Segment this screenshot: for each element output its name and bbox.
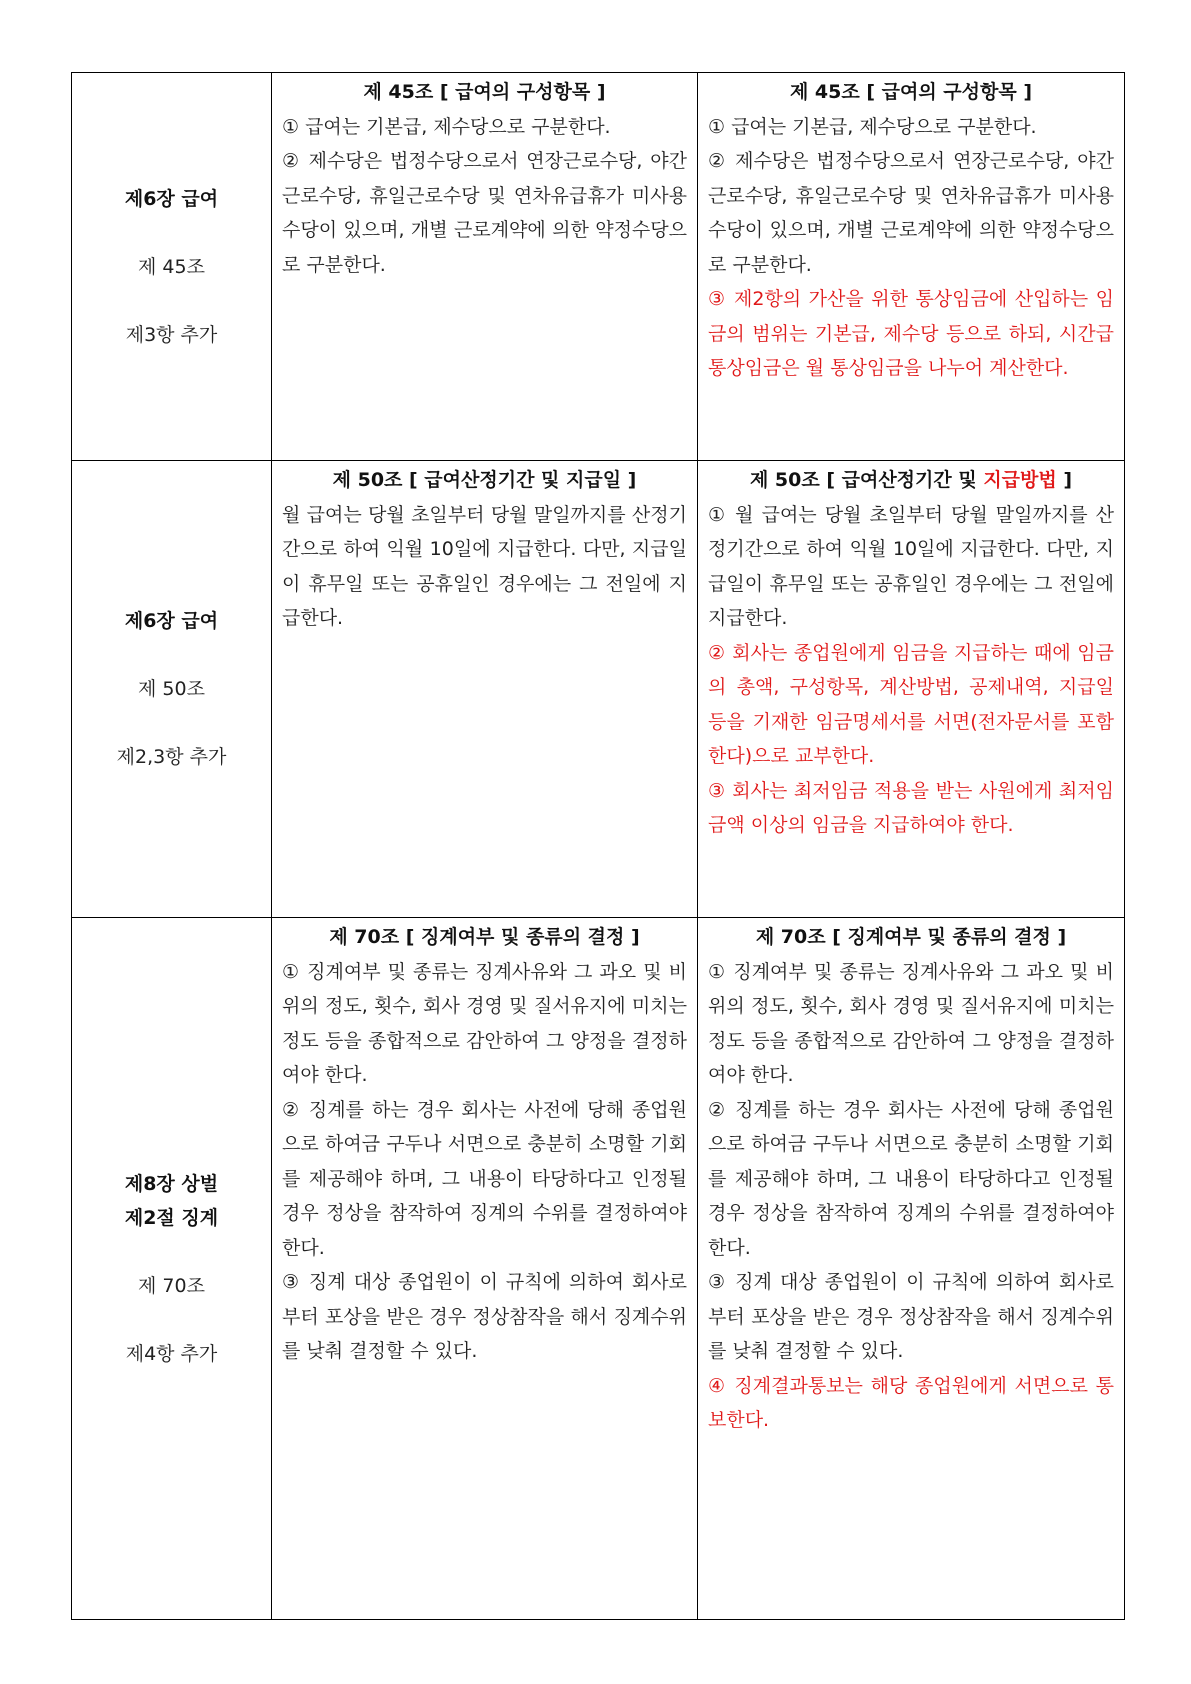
after-cell	[698, 73, 1125, 461]
paragraph: ② 징계를 하는 경우 회사는 사전에 당해 종업원으로 하여금 구두나 서면으로 충분히 소명할 기회를 제공해야 하며, 그 내용이 타당하다고 인정될 경우 정상을 참작하여 징계의 수위를 결정하여야 한다.	[282, 1098, 687, 1259]
paragraph: ① 급여는 기본급, 제수당으로 구분한다.	[708, 115, 1037, 138]
added-paragraph: ④ 징계결과통보는 해당 종업원에게 서면으로 통보한다.	[708, 1374, 1114, 1431]
after-cell	[698, 461, 1125, 918]
chapter-title: 제6장 급여	[124, 610, 219, 632]
title-suffix: ]	[1056, 469, 1073, 491]
paragraph: ① 징계여부 및 종류는 징계사유와 그 과오 및 비위의 정도, 횟수, 회사 경영 및 질서유지에 미치는 정도 등을 종합적으로 감안하여 그 양정을 결정하여야 한다.	[708, 960, 1114, 1086]
article-title: 제 70조 [ 징계여부 및 종류의 결정 ]	[755, 926, 1067, 948]
before-cell	[272, 918, 698, 1620]
chapter-title: 제6장 급여	[124, 187, 219, 210]
paragraph: ③ 징계 대상 종업원이 이 규칙에 의하여 회사로부터 포상을 받은 경우 정상참작을 해서 징계수위를 낮춰 결정할 수 있다.	[708, 1271, 1114, 1362]
paragraph: ① 급여는 기본급, 제수당으로 구분한다.	[282, 115, 611, 138]
paragraph: ② 제수당은 법정수당으로서 연장근로수당, 야간근로수당, 휴일근로수당 및 연차유급휴가 미사용 수당이 있으며, 개별 근로계약에 의한 약정수당으로 구분한다.	[282, 150, 687, 276]
article-ref: 제 45조	[138, 255, 205, 278]
label-cell	[72, 461, 272, 918]
table-row	[72, 918, 1125, 1620]
label-cell	[72, 918, 272, 1620]
change-note: 제4항 추가	[125, 1342, 218, 1365]
added-paragraph: ② 회사는 종업원에게 임금을 지급하는 때에 임금의 총액, 구성항목, 계산방법, 공제내역, 지급일 등을 기재한 임금명세서를 서면(전자문서를 포함한다)으로 교부한다.	[708, 641, 1114, 767]
before-cell	[272, 73, 698, 461]
article-ref: 제 70조	[138, 1274, 205, 1297]
title-prefix: 제 50조 [ 급여산정기간 및	[749, 469, 984, 491]
article-title	[708, 463, 1114, 498]
table-row	[72, 461, 1125, 918]
paragraph: 월 급여는 당월 초일부터 당월 말일까지를 산정기간으로 하여 익월 10일에 지급한다. 다만, 지급일이 휴무일 또는 공휴일인 경우에는 그 전일에 지급한다.	[282, 503, 687, 629]
title-changed: 지급방법	[983, 469, 1057, 491]
article-title: 제 50조 [ 급여산정기간 및 지급일 ]	[332, 469, 637, 491]
before-cell	[272, 461, 698, 918]
paragraph: ① 월 급여는 당월 초일부터 당월 말일까지를 산정기간으로 하여 익월 10일에 지급한다. 다만, 지급일이 휴무일 또는 공휴일인 경우에는 그 전일에 지급한다.	[708, 503, 1114, 629]
added-paragraph: ③ 제2항의 가산을 위한 통상임금에 산입하는 임금의 범위는 기본급, 제수당 등으로 하되, 시간급 통상임금은 월 통상임금을 나누어 계산한다.	[708, 288, 1114, 379]
article-title: 제 70조 [ 징계여부 및 종류의 결정 ]	[329, 926, 640, 948]
paragraph: ① 징계여부 및 종류는 징계사유와 그 과오 및 비위의 정도, 횟수, 회사 경영 및 질서유지에 미치는 정도 등을 종합적으로 감안하여 그 양정을 결정하여야 한다.	[282, 960, 687, 1086]
chapter-title: 제8장 상벌	[124, 1172, 219, 1195]
after-cell	[698, 918, 1125, 1620]
section-title: 제2절 징계	[124, 1206, 219, 1229]
paragraph: ② 제수당은 법정수당으로서 연장근로수당, 야간근로수당, 휴일근로수당 및 연차유급휴가 미사용 수당이 있으며, 개별 근로계약에 의한 약정수당으로 구분한다.	[708, 150, 1114, 276]
article-title: 제 45조 [ 급여의 구성항목 ]	[789, 81, 1033, 103]
change-note: 제2,3항 추가	[116, 746, 227, 768]
change-note: 제3항 추가	[125, 323, 218, 346]
article-title: 제 45조 [ 급여의 구성항목 ]	[363, 81, 606, 103]
paragraph: ③ 징계 대상 종업원이 이 규칙에 의하여 회사로부터 포상을 받은 경우 정상참작을 해서 징계수위를 낮춰 결정할 수 있다.	[282, 1271, 687, 1362]
label-cell	[72, 73, 272, 461]
table-row	[72, 73, 1125, 461]
paragraph: ② 징계를 하는 경우 회사는 사전에 당해 종업원으로 하여금 구두나 서면으로 충분히 소명할 기회를 제공해야 하며, 그 내용이 타당하다고 인정될 경우 정상을 참작하여 징계의 수위를 결정하여야 한다.	[708, 1098, 1114, 1259]
comparison-table	[71, 72, 1125, 1620]
article-ref: 제 50조	[138, 678, 205, 700]
added-paragraph: ③ 회사는 최저임금 적용을 받는 사원에게 최저임금액 이상의 임금을 지급하여야 한다.	[708, 779, 1114, 836]
